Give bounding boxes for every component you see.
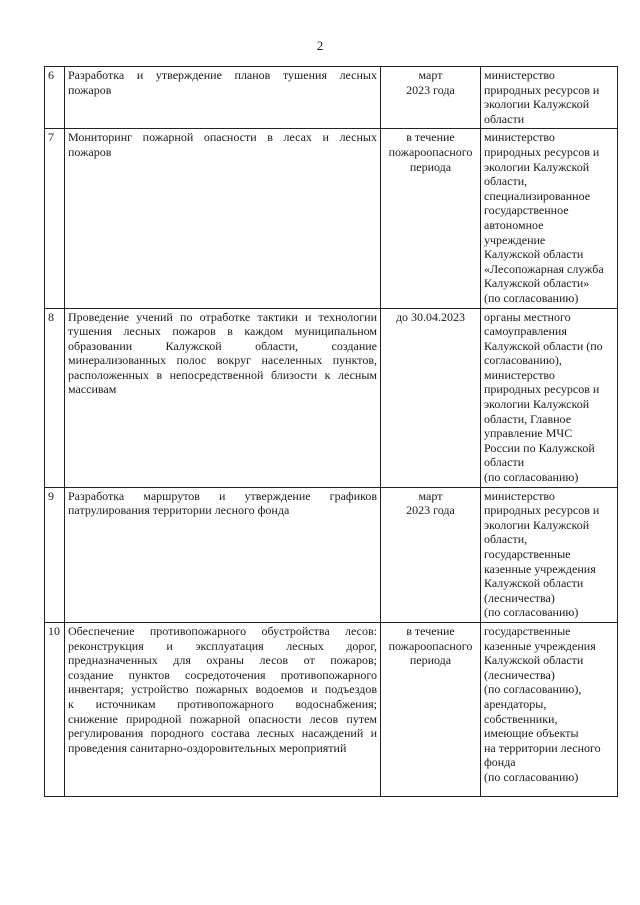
responsible-line: (по согласованию) bbox=[484, 769, 579, 784]
deadline bbox=[381, 622, 481, 796]
task-line: Проведение учений по отработке тактики и технологии bbox=[68, 309, 377, 324]
responsible-line: природных ресурсов и bbox=[484, 144, 600, 159]
responsible-parties bbox=[481, 622, 618, 796]
responsible-line: согласованию), bbox=[484, 353, 562, 368]
responsible-line: государственные bbox=[484, 547, 571, 561]
task-line: патрулирования территории лесного фонда bbox=[68, 503, 290, 518]
task-line: образовании Калужской области, создание bbox=[68, 338, 377, 353]
row-number: 6 bbox=[45, 67, 65, 129]
row-number: 10 bbox=[45, 622, 65, 796]
responsible-parties bbox=[481, 308, 618, 487]
responsible-line: Калужской области bbox=[484, 576, 584, 591]
task-line: пожаров bbox=[68, 144, 112, 159]
responsible-parties bbox=[481, 67, 618, 129]
task-line: расположенных в непосредственной близости к лесным bbox=[68, 367, 377, 382]
responsible-line: фонда bbox=[484, 755, 516, 770]
responsible-line: области, bbox=[484, 532, 528, 547]
responsible-line: экологии Калужской bbox=[484, 159, 590, 174]
task-line: тушения лесных пожаров в каждом муниципальном bbox=[68, 324, 377, 339]
responsible-line: природных ресурсов и bbox=[484, 382, 600, 397]
task-line: реконструкция и эксплуатация лесных дорог, bbox=[68, 638, 377, 653]
task-line: к источникам противопожарного водоснабжения; bbox=[68, 696, 377, 711]
measures-table bbox=[44, 66, 618, 797]
deadline bbox=[381, 308, 481, 487]
task-line: инвентаря; устройство пожарных водоемов и подъездов bbox=[68, 682, 377, 697]
responsible-line: Калужской области bbox=[484, 653, 584, 668]
deadline-line: периода bbox=[409, 159, 452, 174]
deadline-line: март bbox=[418, 68, 443, 82]
table-row bbox=[45, 622, 618, 796]
page-number: 2 bbox=[316, 38, 324, 53]
responsible-line: специализированное bbox=[484, 188, 591, 203]
responsible-line: органы местного bbox=[484, 309, 571, 324]
table-row bbox=[45, 67, 618, 129]
responsible-line: области, Главное bbox=[484, 411, 572, 426]
responsible-line: казенные учреждения bbox=[484, 638, 596, 653]
task-line: Мониторинг пожарной опасности в лесах и лесных bbox=[68, 130, 377, 145]
responsible-line: министерство bbox=[484, 367, 555, 382]
task-line: Разработка маршрутов и утверждение графиков bbox=[68, 488, 377, 503]
deadline bbox=[381, 67, 481, 129]
responsible-line: (по согласованию) bbox=[484, 605, 579, 620]
responsible-line: арендаторы, bbox=[484, 696, 547, 711]
responsible-line: (по согласованию), bbox=[484, 682, 582, 697]
responsible-line: (лесничества) bbox=[484, 667, 555, 682]
task-line: предназначенных для охраны лесов от пожаров; bbox=[68, 653, 377, 668]
task-line: Разработка и утверждение планов тушения лесных bbox=[68, 68, 377, 82]
responsible-line: имеющие объекты bbox=[484, 726, 579, 741]
row-number: 9 bbox=[45, 487, 65, 622]
row-number: 7 bbox=[45, 129, 65, 308]
responsible-line: министерство bbox=[484, 68, 555, 82]
responsible-line: области, bbox=[484, 174, 528, 189]
deadline-line: пожароопасного bbox=[388, 638, 473, 653]
task-line: проведения санитарно-оздоровительных мероприятий bbox=[68, 740, 347, 755]
deadline-line: 2023 года bbox=[406, 82, 455, 97]
responsible-line: автономное bbox=[484, 217, 544, 232]
responsible-line: (лесничества) bbox=[484, 590, 555, 605]
responsible-line: Калужской области bbox=[484, 247, 584, 262]
responsible-line: природных ресурсов и bbox=[484, 503, 600, 518]
deadline-line: 2023 года bbox=[406, 503, 455, 518]
responsible-line: «Лесопожарная служба bbox=[484, 261, 604, 276]
task-description bbox=[65, 308, 381, 487]
responsible-line: экологии Калужской bbox=[484, 397, 590, 412]
responsible-line: области bbox=[484, 455, 525, 470]
responsible-line: Калужской области» bbox=[484, 276, 590, 291]
responsible-line: области bbox=[484, 111, 525, 126]
task-description bbox=[65, 622, 381, 796]
task-description bbox=[65, 67, 381, 129]
responsible-line: министерство bbox=[484, 488, 555, 503]
row-number: 8 bbox=[45, 308, 65, 487]
responsible-line: на территории лесного bbox=[484, 740, 601, 755]
responsible-line: министерство bbox=[484, 130, 555, 145]
task-line: создание пунктов сосредоточения противопожарного bbox=[68, 667, 377, 682]
table-row bbox=[45, 129, 618, 308]
deadline-line: в течение bbox=[406, 623, 455, 638]
task-line: снижение природной пожарной опасности лесов путем bbox=[68, 711, 377, 726]
responsible-line: (по согласованию) bbox=[484, 290, 579, 305]
table-row bbox=[45, 308, 618, 487]
responsible-line: государственное bbox=[484, 203, 569, 218]
responsible-parties bbox=[481, 129, 618, 308]
responsible-line: учреждение bbox=[484, 232, 546, 247]
table-row bbox=[45, 487, 618, 622]
responsible-line: России по Калужской bbox=[484, 440, 595, 455]
deadline bbox=[381, 129, 481, 308]
deadline-line: пожароопасного bbox=[388, 144, 473, 159]
deadline-line: до 30.04.2023 bbox=[395, 309, 466, 324]
responsible-line: государственные bbox=[484, 623, 571, 638]
deadline bbox=[381, 487, 481, 622]
responsible-parties bbox=[481, 487, 618, 622]
responsible-line: экологии Калужской bbox=[484, 517, 590, 532]
responsible-line: природных ресурсов и bbox=[484, 82, 600, 97]
task-line: минерализованных полос вокруг населенных пунктов, bbox=[68, 353, 377, 368]
responsible-line: собственники, bbox=[484, 711, 558, 726]
task-description bbox=[65, 487, 381, 622]
responsible-line: экологии Калужской bbox=[484, 97, 590, 112]
task-line: Обеспечение противопожарного обустройства лесов: bbox=[68, 623, 377, 638]
responsible-line: Калужской области (по bbox=[484, 338, 603, 353]
responsible-line: управление МЧС bbox=[484, 426, 573, 441]
responsible-line: (по согласованию) bbox=[484, 470, 579, 485]
task-line: массивам bbox=[68, 382, 117, 397]
deadline-line: март bbox=[418, 488, 443, 503]
task-description bbox=[65, 129, 381, 308]
responsible-line: казенные учреждения bbox=[484, 561, 596, 576]
responsible-line: самоуправления bbox=[484, 324, 567, 339]
task-line: регулирования породного состава лесных насаждений и bbox=[68, 726, 377, 741]
task-line: пожаров bbox=[68, 82, 112, 97]
deadline-line: в течение bbox=[406, 130, 455, 145]
deadline-line: периода bbox=[409, 653, 452, 668]
